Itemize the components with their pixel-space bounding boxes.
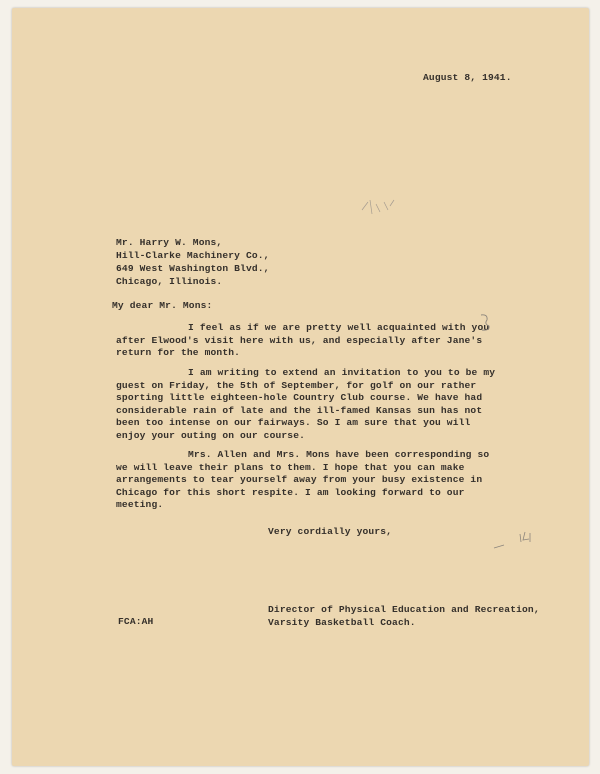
pencil-tick-icon — [492, 528, 542, 552]
signature-title-line2: Varsity Basketball Coach. — [268, 617, 416, 628]
paragraph-1: I feel as if we are pretty well acquainted with you after Elwood's visit here with us, and especially after Jane's return for the month. — [116, 322, 490, 359]
signature-title-line1: Director of Physical Education and Recreation, — [268, 604, 540, 615]
recipient-street: 649 West Washington Blvd., — [116, 263, 270, 274]
paragraph-2: I am writing to extend an invitation to you to be my guest on Friday, the 5th of September, for golf on our rather sporting little eighteen-hole Country Club course. We have had considerable rain of late and the ill-famed Kansas sun has not been too intense on our fairways. So I am sure that you will enjoy your outing on our course. — [116, 367, 496, 441]
salutation: My dear Mr. Mons: — [112, 300, 213, 311]
pencil-scribble-icon — [360, 196, 400, 218]
recipient-name: Mr. Harry W. Mons, — [116, 237, 223, 248]
letter-date: August 8, 1941. — [423, 72, 512, 83]
typist-initials: FCA:AH — [118, 616, 154, 627]
closing: Very cordially yours, — [268, 526, 393, 537]
paragraph-3: Mrs. Allen and Mrs. Mons have been corresponding so we will leave their plans to them. I hope that you can make arrangements to tear yourself away from your busy existence in Chicago for this short respite. I am looking forward to our meeting. — [116, 449, 490, 511]
pencil-mark-icon — [478, 312, 492, 334]
recipient-company: Hill-Clarke Machinery Co., — [116, 250, 270, 261]
recipient-city: Chicago, Illinois. — [116, 276, 223, 287]
